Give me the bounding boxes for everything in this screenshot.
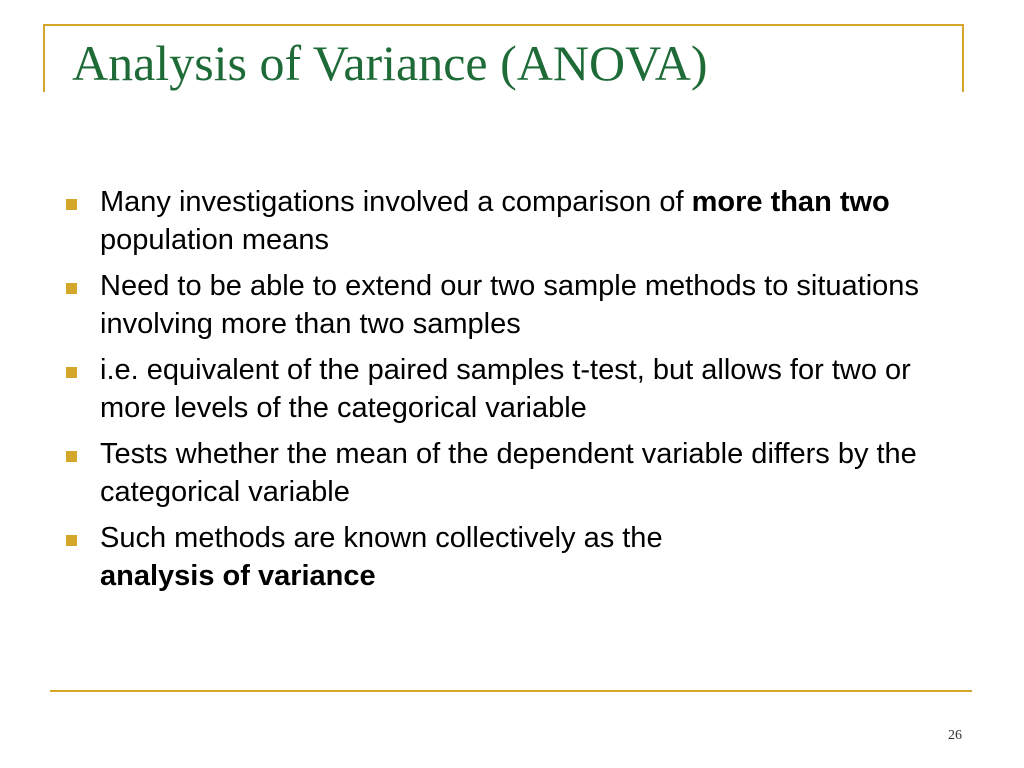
bullet-item [60,183,960,259]
bullet-bold-text: more than two [691,186,890,218]
bullet-text: Such methods are known collectively as the [100,522,663,554]
bullet-text: Tests whether the mean of the dependent variable differs by the categorical variable [100,438,917,508]
bullet-item [60,351,960,427]
bullet-item [60,267,960,343]
page-number: 26 [948,728,962,743]
bullet-text: Need to be able to extend our two sample methods to situations involving more than two samples [100,270,919,340]
square-bullet-icon [66,199,77,210]
bullet-item [60,519,960,595]
square-bullet-icon [66,451,77,462]
right-frame-line [962,24,964,92]
bullet-list [60,183,960,603]
square-bullet-icon [66,367,77,378]
left-frame-line [43,24,45,92]
bullet-text-after: population means [100,224,329,256]
top-frame-line [43,24,964,26]
bullet-item [60,435,960,511]
bullet-bold-text: analysis of variance [100,560,376,592]
square-bullet-icon [66,535,77,546]
bullet-text: Many investigations involved a comparison of [100,186,692,218]
slide-title: Analysis of Variance (ANOVA) [72,35,708,91]
square-bullet-icon [66,283,77,294]
bullet-text: i.e. equivalent of the paired samples t-test, but allows for two or more levels of the categorical variable [100,354,911,424]
footer-divider [50,690,972,692]
